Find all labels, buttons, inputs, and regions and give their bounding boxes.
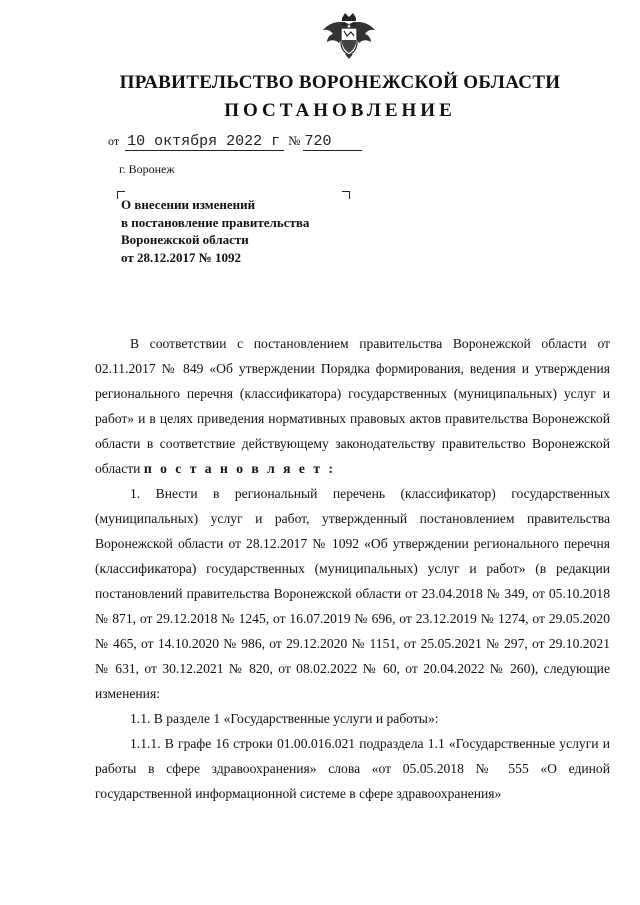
preamble-paragraph bbox=[95, 331, 610, 481]
document-type-title: ПОСТАНОВЛЕНИЕ bbox=[224, 100, 456, 121]
organization-title: ПРАВИТЕЛЬСТВО ВОРОНЕЖСКОЙ ОБЛАСТИ bbox=[119, 72, 561, 93]
subject-line: Воронежской области bbox=[121, 232, 249, 247]
document-date: 10 октября 2022 г bbox=[125, 133, 284, 151]
document-number: 720 bbox=[303, 133, 362, 151]
city-label: г. Воронеж bbox=[119, 162, 175, 176]
date-prefix: от bbox=[108, 134, 120, 148]
document-subject bbox=[121, 196, 309, 266]
item-1-1-1-paragraph: 1.1.1. В графе 16 строки 01.00.016.021 подраздела 1.1 «Государственные услуги и работы в сфере здравоохранения» слова «от 05.05.2018 № 555 «О единой государственной информационной системе в сфере здравоохранения» bbox=[95, 736, 610, 801]
item-1-1-paragraph: 1.1. В разделе 1 «Государственные услуги и работы»: bbox=[130, 711, 439, 726]
decree-word: п о с т а н о в л я е т : bbox=[143, 461, 336, 476]
document-date-number-row bbox=[108, 133, 362, 155]
coat-of-arms-icon bbox=[318, 12, 380, 60]
preamble-text: В соответствии с постановлением правительства Воронежской области от 02.11.2017 № 849 «Об утверждении Порядка формирования, ведения и утверждения регионального перечня (классификатора) государственных (муниципальных) услуг и работ» и в целях приведения нормативных правовых актов правительства Воронежской области в соответствие действующему законодательству правительство Воронежской области bbox=[95, 336, 610, 476]
subject-line: О внесении изменений bbox=[121, 197, 256, 212]
document-body bbox=[95, 331, 610, 806]
item-1-paragraph: 1. Внести в региональный перечень (классификатор) государственных (муниципальных) услуг и работ, утвержденный постановлением правительства Воронежской области от 28.12.2017 № 1092 «Об утверждении регионального перечня (классификатора) государственных (муниципальных) услуг и работ» (в редакции постановлений правительства Воронежской области от 23.04.2018 № 349, от 05.10.2018 № 871, от 29.12.2018 № 1245, от 16.07.2019 № 696, от 23.12.2019 № 1274, от 29.05.2020 № 465, от 14.10.2020 № 986, от 29.12.2020 № 1151, от 25.05.2021 № 297, от 29.10.2021 № 631, от 30.12.2021 № 820, от 08.02.2022 № 60, от 20.04.2022 № 260), следующие изменения: bbox=[95, 486, 610, 701]
subject-line: от 28.12.2017 № 1092 bbox=[121, 249, 242, 265]
subject-line: в постановление правительства bbox=[121, 214, 310, 230]
number-prefix: № bbox=[288, 133, 301, 148]
subject-corner-right bbox=[342, 191, 350, 199]
